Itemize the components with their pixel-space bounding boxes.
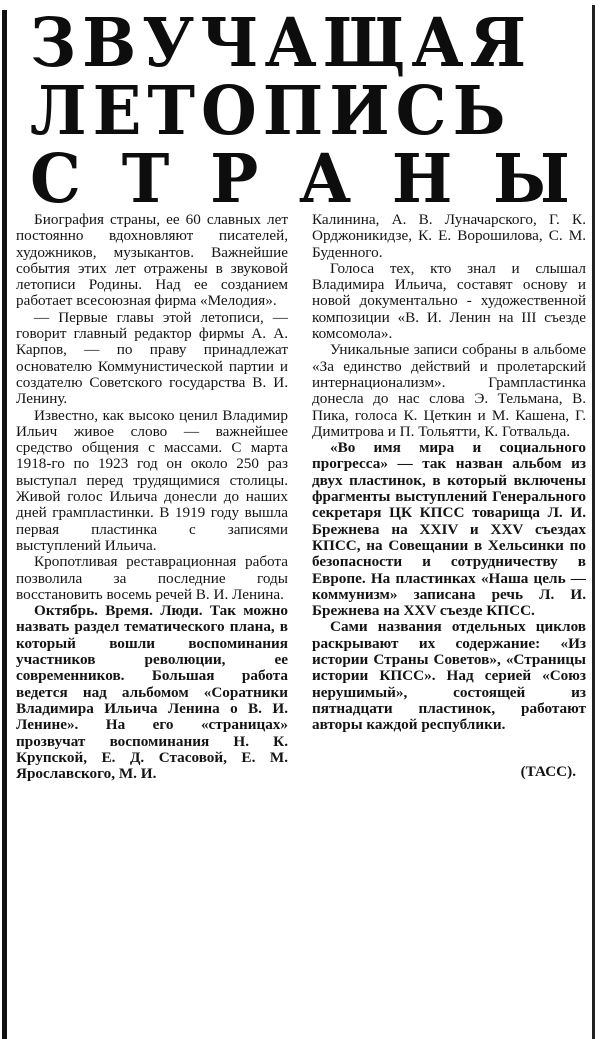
headline-line-3 [30,140,570,219]
headline-line-1-text: ЗВУЧАЩАЯ [30,4,533,83]
headline [30,4,570,219]
paragraph: Сами названия отдельных циклов раскрывают их содержание: «Из истории Страны Советов», «Страницы истории КПСС». Над серией «Союз нерушимый», состоящей из пятнадцати пластинок, работают авторы каждой республики. [312,618,586,734]
paragraph-continuation: Калинина, А. В. Луначарского, Г. К. Орджоникидзе, К. Е. Ворошилова, С. М. Буденного. [312,211,586,261]
paragraph: Известно, как высоко ценил Владимир Ильич живое слово — важнейшее средство общения с массами. С марта 1918-го по 1923 год он около 250 раз выступал перед трудящимися столицы. Живой голос Ильича донесли до наших дней грампластинки. В 1919 году вышла первая пластинка с записями выступлений Ильича. [16,406,288,554]
headline-letter: Р [210,140,259,219]
paragraph: «Во имя мира и социального прогресса» — так назван альбом из двух пластинок, в который включены фрагменты выступлений Генерального секретаря ЦК КПСС товарища Л. И. Брежнева на XXIV и XXV съездах КПСС, на Совещании в Хельсинки по безопасности и сотрудничеству в Европе. На пластинках «Наша цель — коммунизм» записана речь Л. И. Брежнева на XXV съезде КПСС. [312,439,586,620]
paragraph: Биография страны, ее 60 славных лет постоянно вдохновляют писателей, художников, музыкантов. Важнейшие события этих лет отражены в звуковой летописи Родины. Над ее созданием работает всесоюзная фирма «Мелодия». [16,211,288,310]
paragraph: Октябрь. Время. Люди. Так можно назвать раздел тематического плана, в который вошли воспоминания участников революции, ее современников. Большая работа ведется над альбомом «Соратники Владимира Ильича Ленина о В. И. Ленине». На его «страницах» прозвучат воспоминания Н. К. Крупской, Е. Д. Стасовой, Е. М. Ярославского, М. И. [16,602,288,783]
right-border-rule [592,5,595,1039]
paragraph: Голоса тех, кто знал и слышал Владимира Ильича, составят основу и новой документально - художественной композиции «В. И. Ленин на III съезде комсомола». [312,259,586,343]
left-border-rule [2,10,7,1039]
article-column-right [312,212,586,780]
paragraph: — Первые главы этой летописи, — говорит главный редактор фирмы А. А. Карпов, — по праву принадлежат основателю Коммунистической партии и создателю Советского государства В. И. Ленину. [16,308,288,408]
headline-line-1 [30,4,570,83]
headline-letter: Н [391,140,453,219]
paragraph: Уникальные записи собраны в альбоме «За единство действий и пролетарский интернационализм». Грампластинка донесла до нас слова Э. Тельмана, В. Пика, голоса К. Цеткин и М. Кашена, Г. Димитрова и П. Тольятти, К. Готвальда. [312,341,586,440]
headline-letter: С [30,140,81,219]
article-signature: (ТАСС). [520,762,576,780]
headline-line-2 [30,72,570,151]
headline-line-2-text: ЛЕТОПИСЬ [30,72,512,151]
paragraph: Кропотливая реставрационная работа позволила за последние годы восстановить восемь речей В. И. Ленина. [16,553,288,603]
headline-letter: А [298,140,352,219]
headline-letter: Т [121,140,170,219]
article-column-left [16,212,288,782]
headline-letter: Ы [493,140,570,219]
